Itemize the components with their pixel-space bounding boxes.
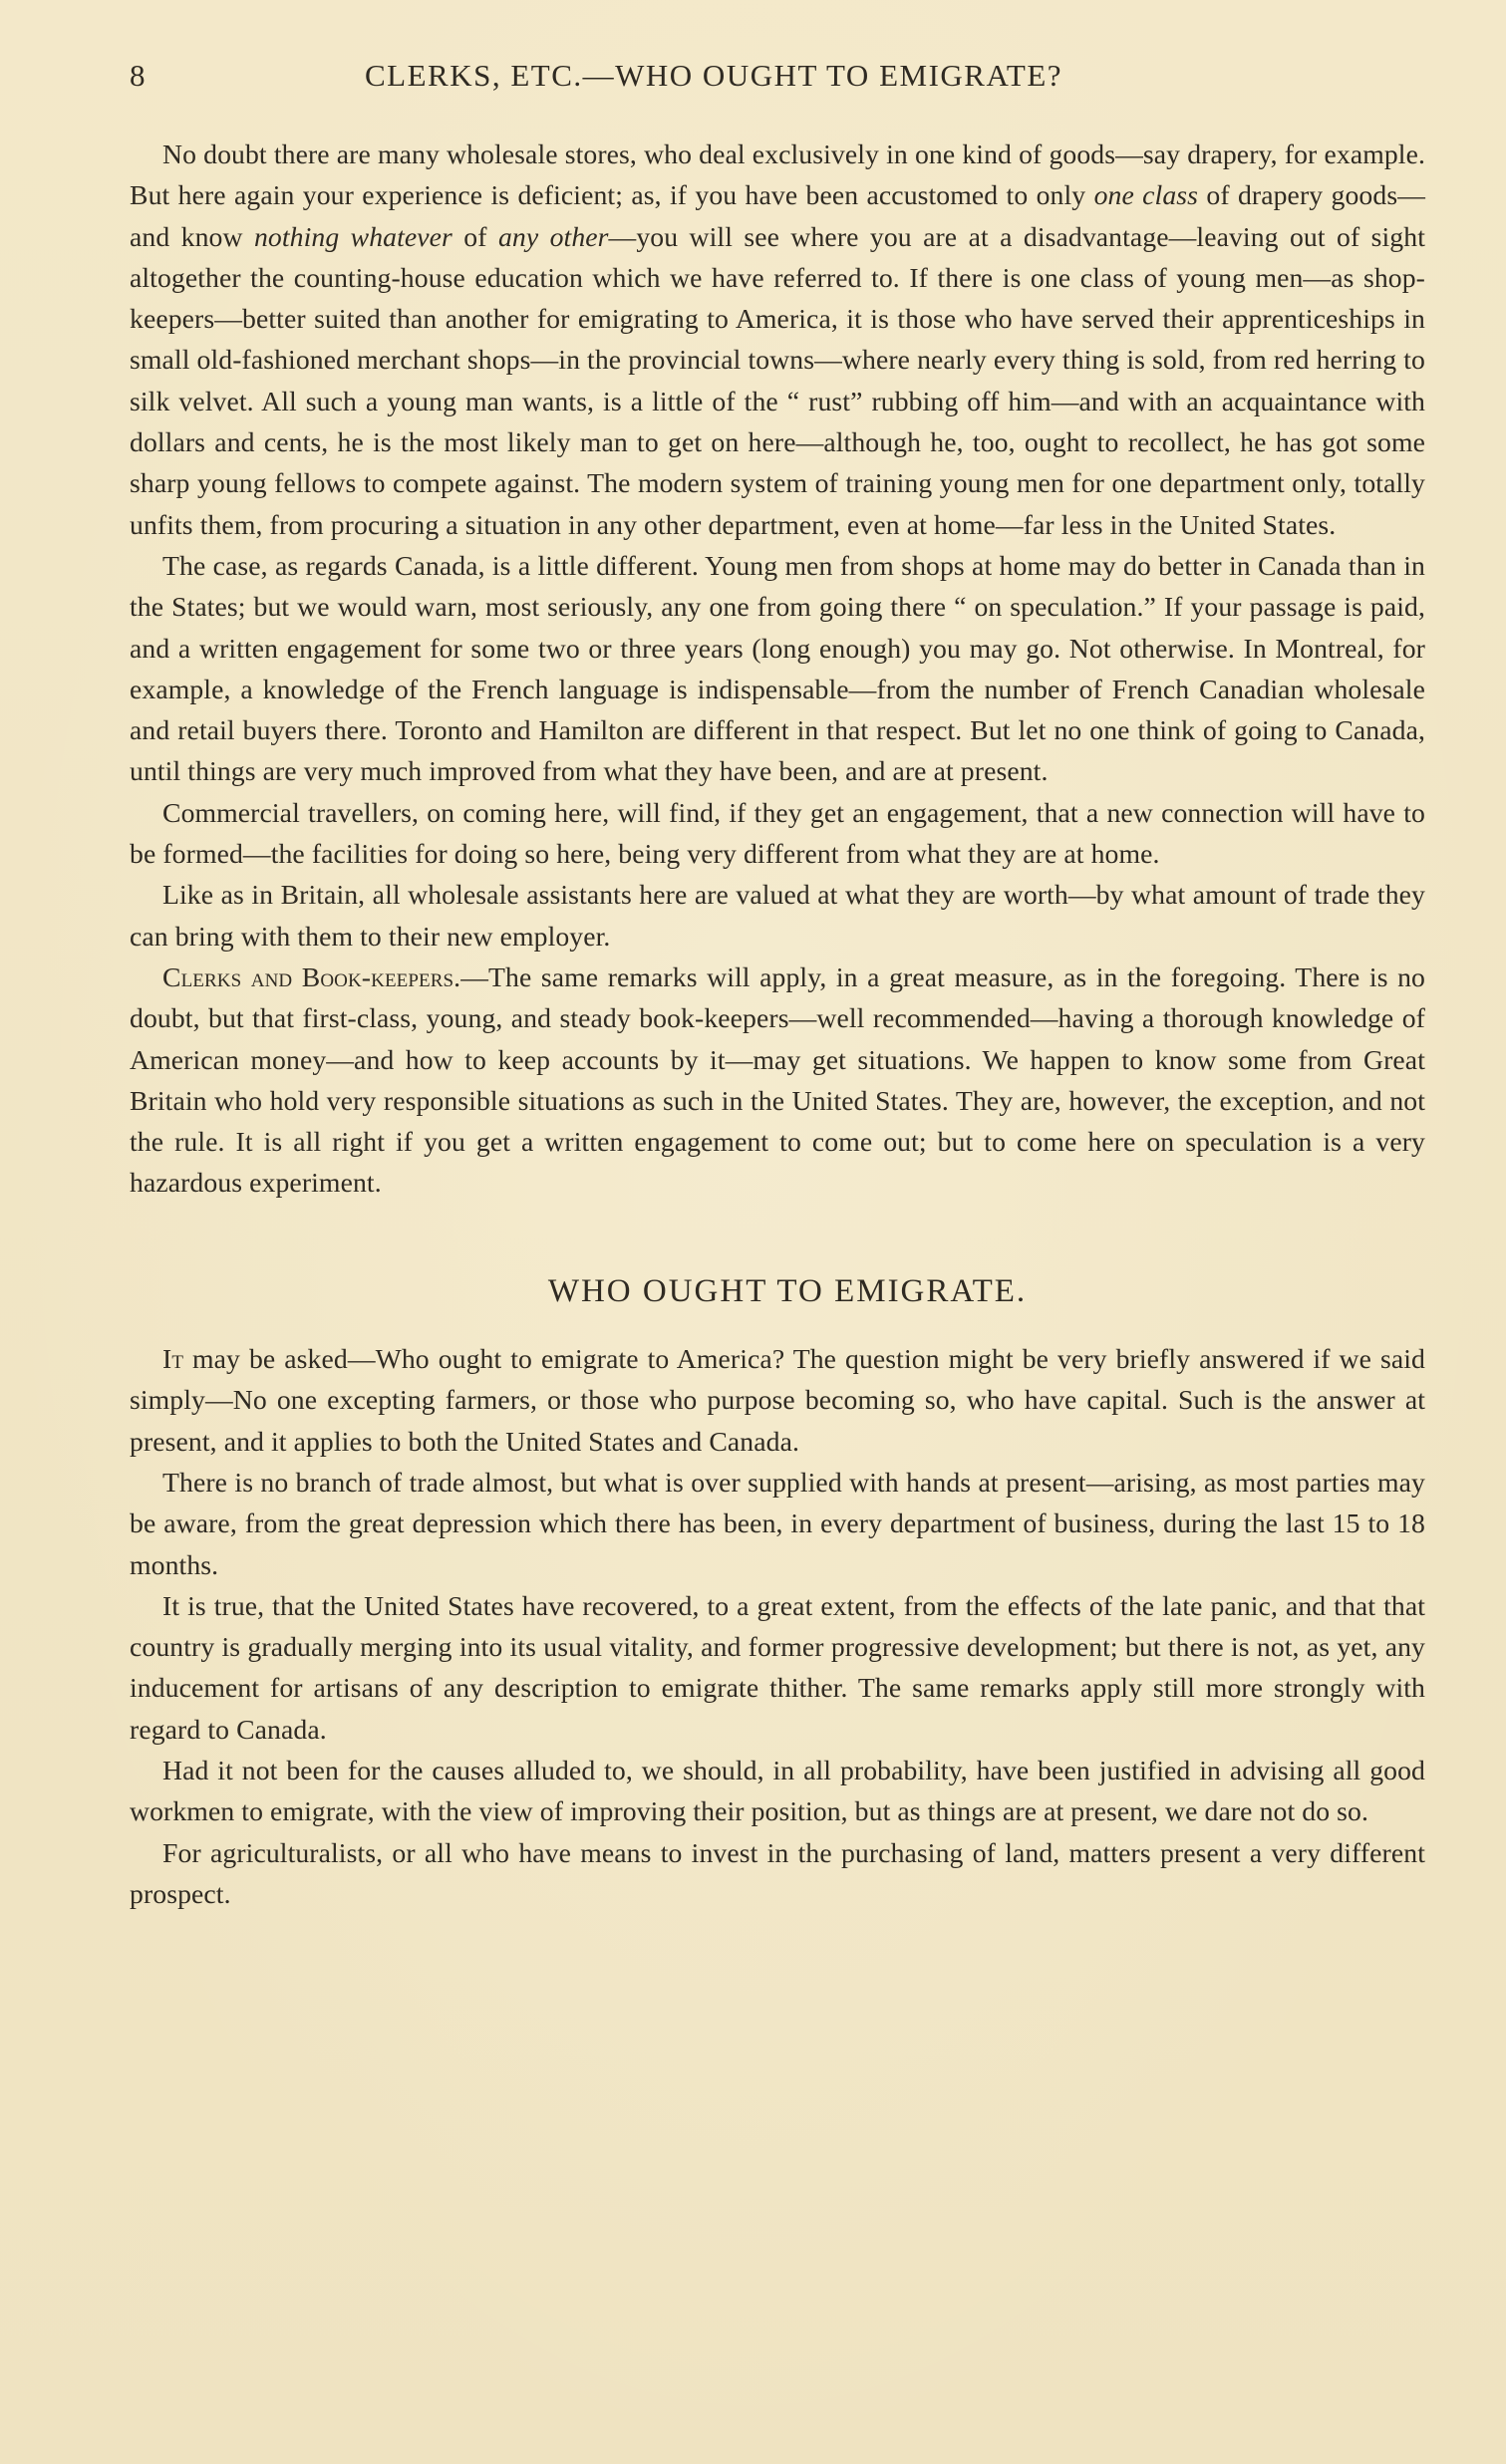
paragraph-text: —The same remarks will apply, in a great measure, as in the foregoing. There is no doubt, but that first-class, young, and steady book-keepers—well recommended—having a thorough knowledge of American money—and how to keep accounts by it—may get situations. We happen to know some from Great Britain who hold very responsible situations as such in the United States. They are, however, the exception, and not the rule. It is all right if you get a written engagement to come out; but to come here on speculation is a very hazardous experiment. <box>130 960 1425 1199</box>
section-heading: WHO OUGHT TO EMIGRATE. <box>547 1272 1028 1309</box>
paragraph-text: may be asked—Who ought to emigrate to America? The question might be very briefly answered if we said simply—No one excepting farmers, or those who purpose becoming so, who have capital. Such is the answer at present, and it applies to both the United States and Canada. <box>130 1343 1425 1457</box>
emphasis-text: one class <box>1093 179 1199 211</box>
paragraph <box>130 134 1425 545</box>
paragraph-text: of <box>452 220 498 252</box>
paragraph-text: No doubt there are many wholesale stores, who deal exclusively in one kind of goods—say drapery, for example. But here again your experience is deficient; as, if you have been accustomed to only <box>130 138 1425 211</box>
paragraph-text: Commercial travellers, on coming here, will find, if they get an engagement, that a new connection will have to be formed—the facilities for doing so here, being very different from what they are at home. <box>130 796 1425 870</box>
paragraph-text: —you will see where you are at a disadvantage—leaving out of sight altogether the counting-house education which we have referred to. If there is one class of young men—as shop-keepers—better suited than another for emigrating to America, it is those who have served their apprenticeships in small old-fashioned merchant shops—in the provincial towns—where nearly every thing is sold, from red herring to silk velvet. All such a young man wants, is a little of the “ rust” rubbing off him—and with an acquaintance with dollars and cents, he is the most likely man to get on here—although he, too, ought to recollect, he has got some sharp young fellows to compete against. The modern system of training young men for one department only, totally unfits them, from procuring a situation in any other department, even at home—far less in the United States. <box>130 220 1425 540</box>
paragraph <box>130 1338 1425 1462</box>
paragraph-text: There is no branch of trade almost, but what is over supplied with hands at present—arising, as most parties may be aware, from the great depression which there has been, in every department of business, during the last 15 to 18 months. <box>130 1466 1425 1580</box>
emphasis-text: any other <box>497 220 609 252</box>
running-title: CLERKS, ETC.—WHO OUGHT TO EMIGRATE? <box>365 58 1063 93</box>
paragraph-text: For agriculturalists, or all who have means to invest in the purchasing of land, matters present a very different prospect. <box>130 1836 1425 1909</box>
paragraph-text: Like as in Britain, all wholesale assistants here are valued at what they are worth—by what amount of trade they can bring with them to their new employer. <box>130 879 1425 952</box>
paragraph-text: Had it not been for the causes alluded to, we should, in all probability, have been justified in advising all good workmen to emigrate, with the view of improving their position, but as things are at present, we dare not do so. <box>130 1754 1425 1827</box>
paragraph <box>130 1832 1425 1915</box>
paragraph <box>130 1750 1425 1832</box>
paragraph <box>130 957 1425 1204</box>
paragraph-text: The case, as regards Canada, is a little different. Young men from shops at home may do better in Canada than in the States; but we would warn, most seriously, any one from going there “ on speculation.” If your passage is paid, and a written engagement for some two or three years (long enough) you may go. Not otherwise. In Montreal, for example, a knowledge of the French language is indispensable—from the number of French Canadian wholesale and retail buyers there. Toronto and Hamilton are different in that respect. But let no one think of going to Canada, until things are very much improved from what they have been, and are at present. <box>130 549 1425 787</box>
emphasis-text: nothing whatever <box>253 220 452 252</box>
page-number: 8 <box>130 58 147 93</box>
paragraph <box>130 792 1425 875</box>
paragraph-text: of drapery goods—and know <box>130 179 1425 252</box>
text-column <box>130 134 1425 1914</box>
paragraph-text: It is true, that the United States have recovered, to a great extent, from the effects of the late panic, and that that country is gradually merging into its usual vitality, and former progressive development; but there is not, as yet, any inducement for artisans of any description to emigrate thither. The same remarks apply still more strongly with regard to Canada. <box>130 1589 1425 1745</box>
paragraph-lead-small-caps: Clerks and Book-keepers. <box>162 960 461 992</box>
paragraph <box>130 1462 1425 1585</box>
page-header <box>130 58 1425 98</box>
paragraph <box>130 1585 1425 1750</box>
paragraph-lead-small-caps: It <box>162 1343 184 1375</box>
paragraph <box>130 874 1425 957</box>
paragraph <box>130 545 1425 792</box>
